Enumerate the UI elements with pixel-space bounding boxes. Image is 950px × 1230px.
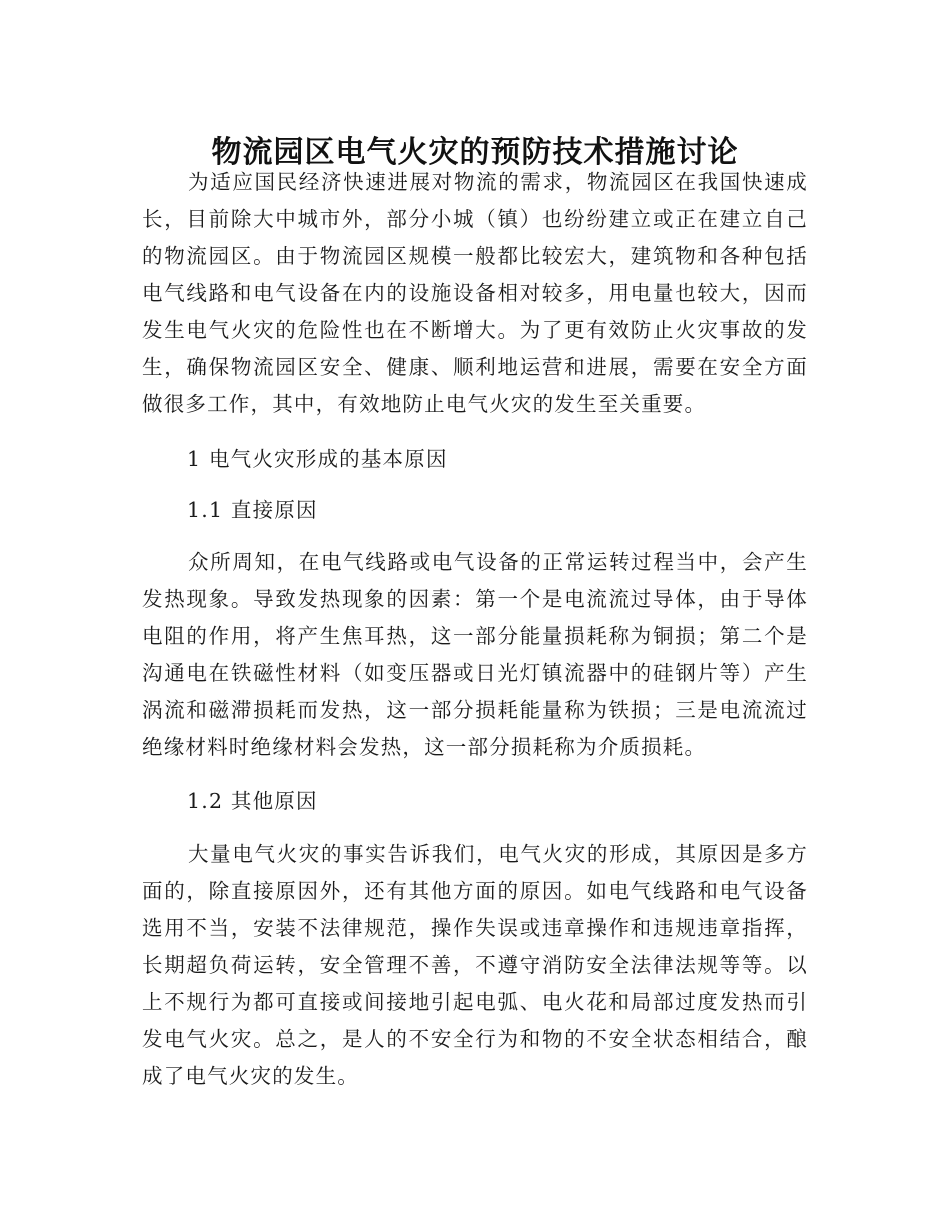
section-1-heading: 1 电气火灾形成的基本原因 bbox=[187, 447, 448, 471]
section-1-2-heading: 1.2 其他原因 bbox=[187, 789, 318, 813]
document-title: 物流园区电气火灾的预防技术措施讨论 bbox=[211, 135, 739, 171]
intro-paragraph: 为适应国民经济快速进展对物流的需求，物流园区在我国快速成长，目前除大中城市外，部分小城（镇）也纷纷建立或正在建立自己的物流园区。由于物流园区规模一般都比较宏大，建筑物和各种包括电气线路和电气设备在内的设施设备相对较多，用电量也较大，因而发生电气火灾的危险性也在不断增大。为了更有效防止火灾事故的发生，确保物流园区安全、健康、顺利地运营和进展，需要在安全方面做很多工作，其中，有效地防止电气火灾的发生至关重要。 bbox=[142, 170, 808, 416]
section-1-1-paragraph: 众所周知，在电气线路或电气设备的正常运转过程当中，会产生发热现象。导致发热现象的因素：第一个是电流流过导体，由于导体电阻的作用，将产生焦耳热，这一部分能量损耗称为铜损；第二个是沟通电在铁磁性材料（如变压器或日光灯镇流器中的硅钢片等）产生涡流和磁滞损耗而发热，这一部分损耗能量称为铁损；三是电流流过绝缘材料时绝缘材料会发热，这一部分损耗称为介质损耗。 bbox=[142, 550, 808, 759]
section-1-1-heading: 1.1 直接原因 bbox=[187, 498, 318, 522]
section-1-2-paragraph: 大量电气火灾的事实告诉我们，电气火灾的形成，其原因是多方面的，除直接原因外，还有其他方面的原因。如电气线路和电气设备选用不当，安装不法律规范，操作失误或违章操作和违规违章指挥，长期超负荷运转，安全管理不善，不遵守消防安全法律法规等等。以上不规行为都可直接或间接地引起电弧、电火花和局部过度发热而引发电气火灾。总之，是人的不安全行为和物的不安全状态相结合，酿成了电气火灾的发生。 bbox=[142, 842, 808, 1088]
